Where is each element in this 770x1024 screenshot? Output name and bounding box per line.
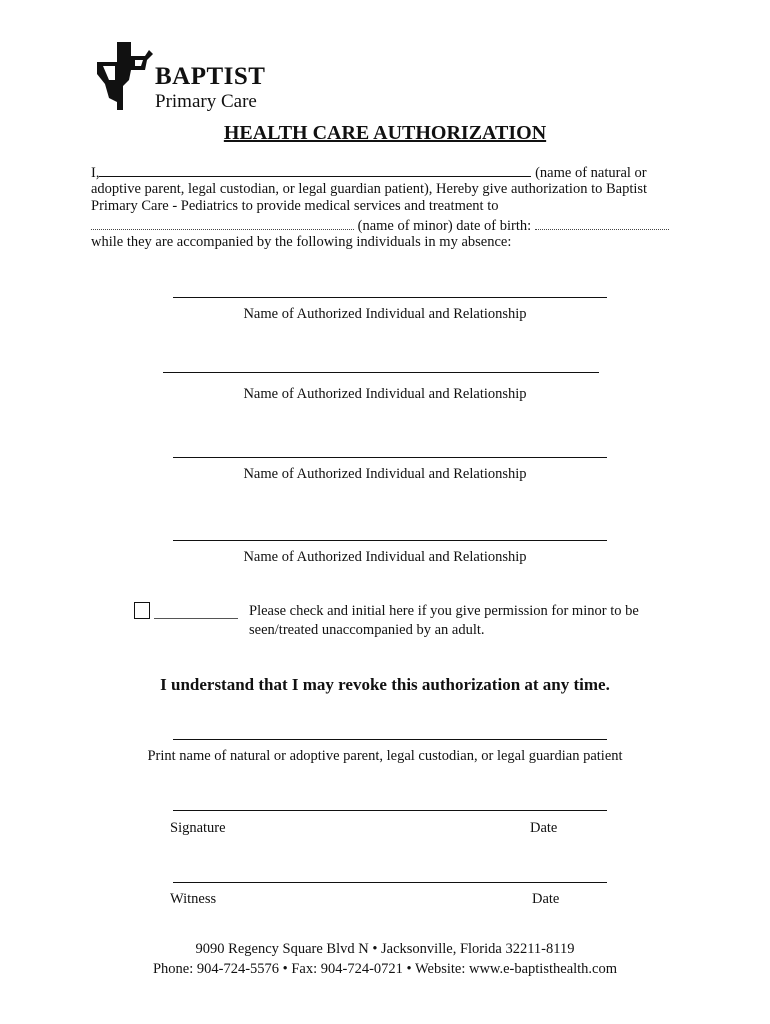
signature-date-label: Date xyxy=(530,820,558,836)
witness-line[interactable] xyxy=(173,882,607,883)
signature-line[interactable] xyxy=(173,810,607,811)
intro-prefix: I, xyxy=(91,165,100,181)
guardian-name-field[interactable] xyxy=(99,163,531,177)
authorized-individual-1-line[interactable] xyxy=(173,297,607,298)
intro-line-4-mid: (name of minor) date of birth: xyxy=(357,218,532,234)
signature-label: Signature xyxy=(170,820,226,836)
footer-address: 9090 Regency Square Blvd N • Jacksonville, Florida 32211-8119 xyxy=(195,941,575,957)
authorized-individual-3-caption: Name of Authorized Individual and Relationship xyxy=(243,466,527,482)
authorized-individual-1-caption: Name of Authorized Individual and Relationship xyxy=(243,306,527,322)
witness-label: Witness xyxy=(170,891,217,907)
logo-name: BAPTIST xyxy=(155,63,266,90)
permission-text xyxy=(249,602,679,640)
intro-line-5: while they are accompanied by the following individuals in my absence: xyxy=(91,234,512,250)
intro-line-1-suffix: (name of natural or xyxy=(535,165,647,181)
authorized-individual-4-caption: Name of Authorized Individual and Relationship xyxy=(243,549,527,565)
print-name-line[interactable] xyxy=(173,739,607,740)
permission-text-line-1: Please check and initial here if you give permission for minor to be xyxy=(249,603,639,619)
page-title: HEALTH CARE AUTHORIZATION xyxy=(223,122,547,144)
authorized-individual-2-line[interactable] xyxy=(163,372,599,373)
permission-text-line-2: seen/treated unaccompanied by an adult. xyxy=(249,622,485,638)
intro-line-2: adoptive parent, legal custodian, or legal guardian patient), Hereby give authorization to Baptist xyxy=(91,181,648,197)
intro-line-3: Primary Care - Pediatrics to provide medical services and treatment to xyxy=(91,198,499,214)
revoke-statement: I understand that I may revoke this authorization at any time. xyxy=(160,675,610,694)
initials-field[interactable] xyxy=(154,618,238,619)
print-name-caption: Print name of natural or adoptive parent, legal custodian, or legal guardian patient xyxy=(147,748,623,764)
authorized-individual-3-line[interactable] xyxy=(173,457,607,458)
footer-contact: Phone: 904-724-5576 • Fax: 904-724-0721 • Website: www.e-baptisthealth.com xyxy=(152,961,618,977)
date-of-birth-field[interactable] xyxy=(535,216,669,230)
witness-date-label: Date xyxy=(532,891,560,907)
authorized-individual-2-caption: Name of Authorized Individual and Relationship xyxy=(243,386,527,402)
intro-line-4 xyxy=(91,216,691,236)
intro-line-1 xyxy=(91,163,691,183)
minor-name-field[interactable] xyxy=(91,216,354,230)
unaccompanied-permission-checkbox[interactable] xyxy=(134,602,150,619)
baptist-logo xyxy=(95,40,270,112)
logo-subtitle: Primary Care xyxy=(155,91,257,112)
authorized-individual-4-line[interactable] xyxy=(173,540,607,541)
